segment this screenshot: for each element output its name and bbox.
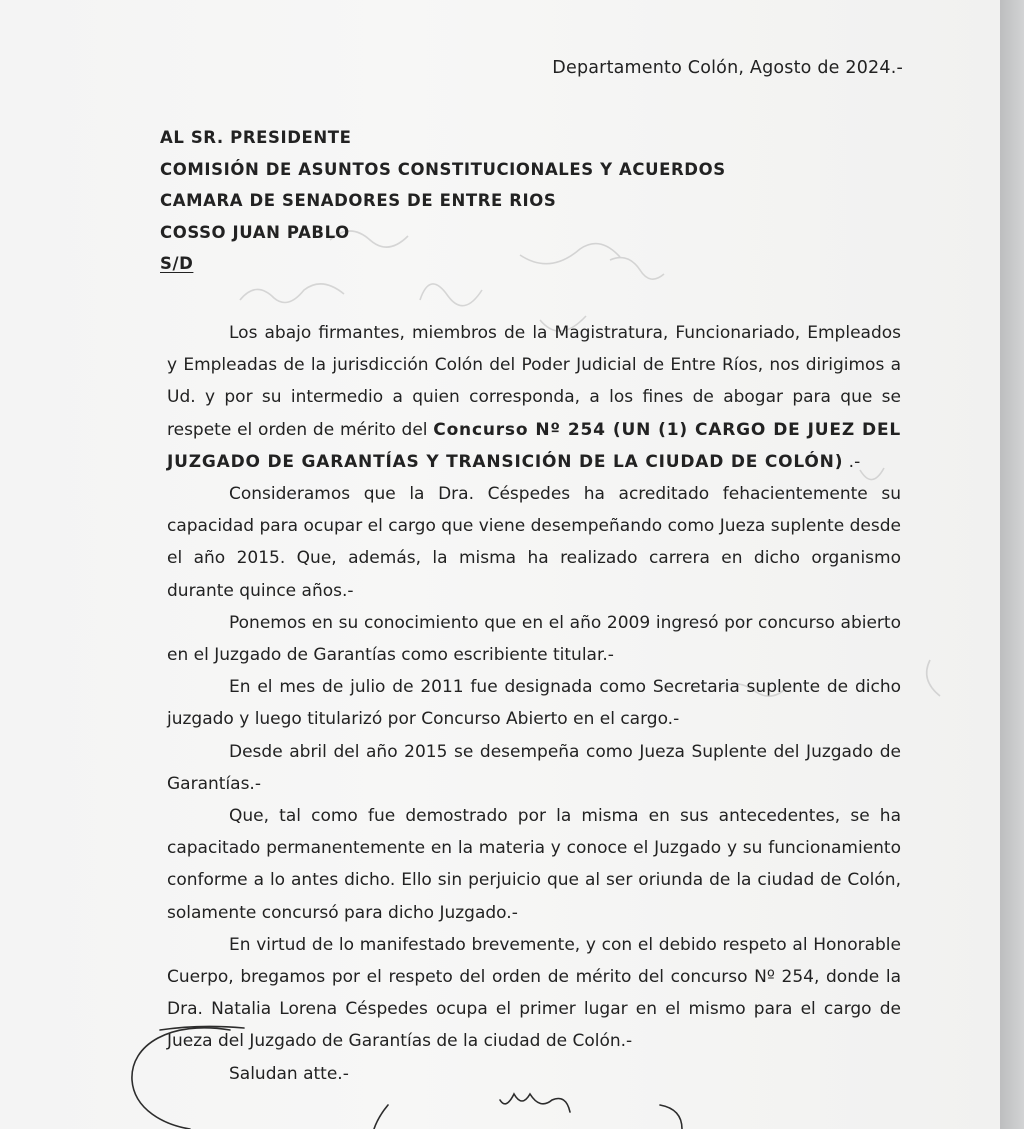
addressee-sd: S/D — [160, 254, 194, 273]
addressee-name: COSSO JUAN PABLO — [160, 222, 350, 242]
paragraph-1-end: .- — [843, 451, 861, 472]
date-line: Departamento Colón, Agosto de 2024.- — [552, 58, 903, 78]
addressee-chamber: CAMARA DE SENADORES DE ENTRE RIOS — [160, 191, 557, 210]
addressee-block — [160, 127, 726, 285]
paragraph-2: Consideramos que la Dra. Céspedes ha acreditado fehacientemente su capacidad para ocupar el cargo que viene desempeñando como Jueza suplente desde el año 2015. Que, además, la misma ha realizado carrera en dicho organismo durante quince años.- — [167, 484, 901, 601]
paragraph-6: Que, tal como fue demostrado por la misma en sus antecedentes, se ha capacitado permanentemente en la materia y conoce el Juzgado y su funcionamiento conforme a lo antes dicho. Ello sin perjuicio que al ser oriunda de la ciudad de Colón, solamente concursó para dicho Juzgado.- — [167, 806, 901, 923]
paragraph-4: En el mes de julio de 2011 fue designada como Secretaria suplente de dicho juzgado y luego titularizó por Concurso Abierto en el cargo.- — [167, 677, 901, 730]
letter-body — [167, 317, 901, 1090]
background-surface — [1000, 0, 1024, 1129]
closing-salutation: Saludan atte.- — [229, 1063, 349, 1084]
paragraph-5: Desde abril del año 2015 se desempeña como Jueza Suplente del Juzgado de Garantías.- — [167, 741, 901, 794]
paragraph-3: Ponemos en su conocimiento que en el año 2009 ingresó por concurso abierto en el Juzgado de Garantías como escribiente titular.- — [167, 612, 901, 666]
paragraph-1-contest: Concurso Nº 254 (UN (1) CARGO DE JUEZ DEL JUZGADO DE GARANTÍAS Y TRANSICIÓN DE LA CIUDAD DE COLÓN) — [167, 419, 901, 472]
paragraph-7: En virtud de lo manifestado brevemente, y con el debido respeto al Honorable Cuerpo, bregamos por el respeto del orden de mérito del concurso Nº 254, donde la Dra. Natalia Lorena Céspedes ocupa el primer lugar en el mismo para el cargo de Jueza del Juzgado de Garantías de la ciudad de Colón.- — [167, 934, 901, 1052]
paragraph-1-intro: Los abajo firmantes, miembros de la Magistratura, Funcionariado, Empleados y Empleadas de la jurisdicción Colón del Poder Judicial de Entre Ríos, nos dirigimos a Ud. y por su intermedio a quien corresponda, a los fines de abogar para que se respete el orden de mérito del — [167, 323, 901, 440]
addressee-commission: COMISIÓN DE ASUNTOS CONSTITUCIONALES Y ACUERDOS — [160, 159, 726, 179]
paragraph-1 — [167, 317, 901, 478]
addressee-title: AL SR. PRESIDENTE — [160, 128, 352, 147]
